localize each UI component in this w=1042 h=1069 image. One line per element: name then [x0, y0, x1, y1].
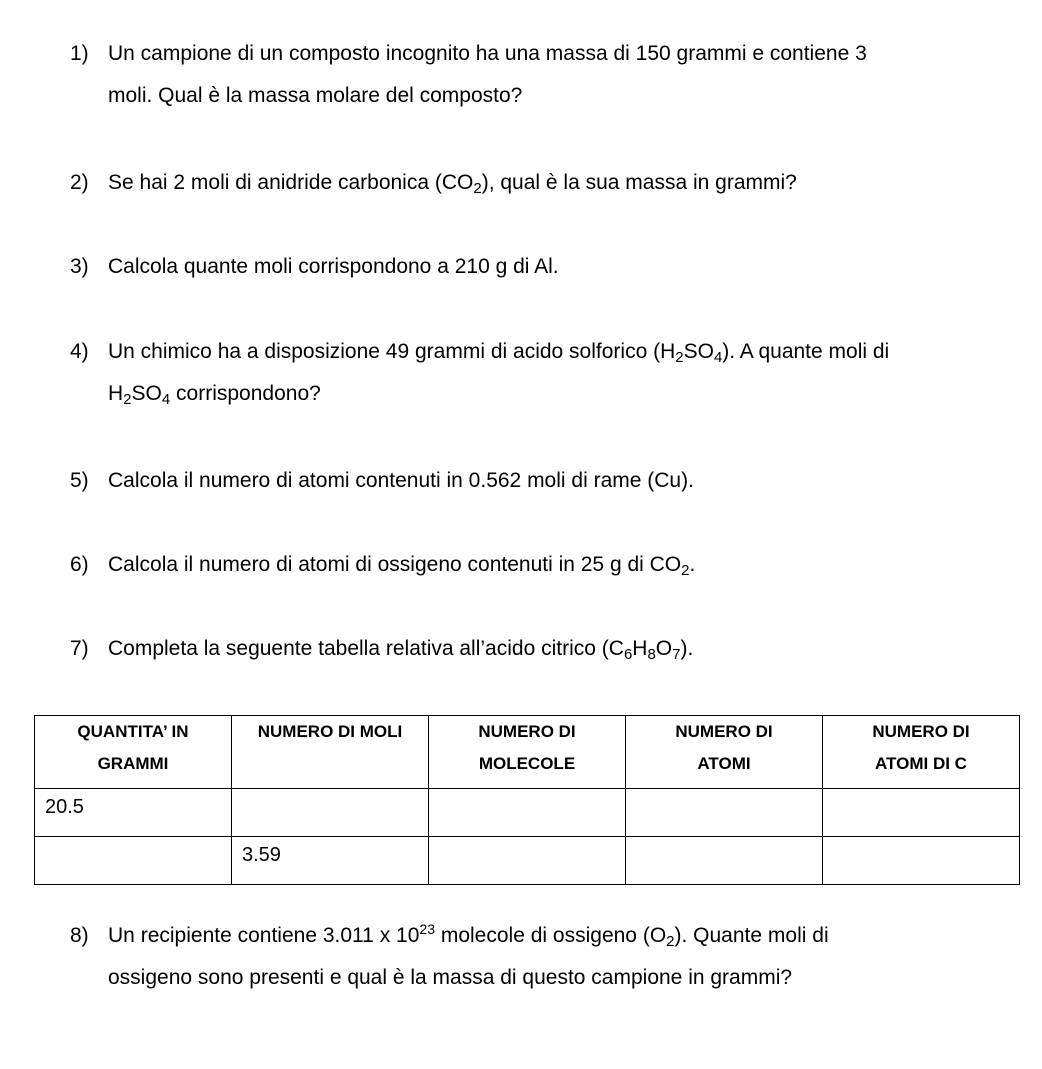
- header-line: ATOMI: [697, 754, 751, 773]
- question-3-number: 3): [70, 255, 89, 278]
- question-4-text-c: ). A quante moli di: [722, 340, 890, 363]
- question-8-number: 8): [70, 924, 89, 947]
- question-8-word: x: [379, 924, 391, 947]
- question-8-word: Un: [108, 924, 135, 947]
- table-cell[interactable]: [429, 789, 626, 837]
- header-line: ATOMI DI C: [875, 754, 967, 773]
- question-8-power: [396, 921, 435, 947]
- question-8-word: contiene: [237, 924, 318, 947]
- question-8-word: molecole: [440, 924, 525, 947]
- question-7-subscript-c: 7: [672, 646, 681, 663]
- header-line: QUANTITA’ IN: [77, 722, 189, 741]
- table-cell[interactable]: [626, 837, 823, 885]
- question-4-text-a: Un chimico ha a disposizione 49 grammi di acido solforico (H: [108, 340, 676, 363]
- question-2-text-b: ), qual è la sua massa in grammi?: [481, 171, 797, 194]
- question-8-word: moli: [767, 924, 807, 947]
- question-2-number: 2): [70, 171, 89, 194]
- question-6-subscript: 2: [681, 562, 690, 579]
- header-line: NUMERO DI: [872, 722, 970, 741]
- question-4-line-2-a: H: [108, 382, 124, 405]
- question-4-line-2-b: SO: [131, 382, 162, 405]
- question-1-line-1: Un campione di un composto incognito ha una massa di 150 grammi e contiene 3: [108, 42, 867, 65]
- citric-acid-table: [34, 715, 1020, 885]
- header-line: NUMERO DI: [675, 722, 773, 741]
- question-2-subscript: 2: [473, 180, 482, 197]
- question-5-number: 5): [70, 469, 89, 492]
- question-7: [70, 637, 1020, 663]
- question-4-text-b: SO: [683, 340, 714, 363]
- question-5: [70, 470, 1020, 491]
- question-6-text: [108, 553, 1042, 579]
- table-header-cell: [626, 716, 823, 789]
- question-6-number: 6): [70, 553, 89, 576]
- question-7-number: 7): [70, 637, 89, 660]
- table-cell[interactable]: [823, 789, 1020, 837]
- question-8-word: 3.011: [322, 924, 374, 947]
- table-row: [35, 837, 1020, 885]
- question-4-subscript-a: 2: [675, 349, 684, 366]
- formula-b: ).: [674, 924, 688, 947]
- table-cell[interactable]: [823, 837, 1020, 885]
- question-1-line-2: moli. Qual è la massa molare del composto?: [108, 84, 523, 107]
- table-header-cell: [429, 716, 626, 789]
- question-4-line-1: [108, 340, 1042, 366]
- question-5-text: Calcola il numero di atomi contenuti in 0.562 moli di rame (Cu).: [108, 469, 694, 492]
- question-8-line-1: [108, 921, 1020, 950]
- question-8-word: di: [530, 924, 548, 947]
- question-2-text-a: Se hai 2 moli di anidride carbonica (CO: [108, 171, 474, 194]
- table-cell[interactable]: 20.5: [35, 789, 232, 837]
- table-cell[interactable]: [429, 837, 626, 885]
- question-7-subscript-a: 6: [623, 646, 633, 663]
- question-8-line-2: ossigeno sono presenti e qual è la massa di questo campione in grammi?: [108, 966, 793, 989]
- question-6: [70, 553, 1020, 579]
- question-7-subscript-b: 8: [647, 646, 656, 663]
- question-2-text: [108, 171, 1042, 197]
- question-8-formula: [642, 924, 688, 950]
- header-line: GRAMMI: [97, 754, 169, 773]
- question-8-word: ossigeno: [552, 924, 637, 947]
- question-4-line-2-subscript-b: 4: [161, 391, 171, 408]
- table-row: [35, 789, 1020, 837]
- table-cell[interactable]: [35, 837, 232, 885]
- question-4-subscript-b: 4: [713, 349, 723, 366]
- table-header-cell: [35, 716, 232, 789]
- table-cell[interactable]: 3.59: [232, 837, 429, 885]
- question-7-text-c: O: [655, 637, 673, 660]
- table-header-cell: [823, 716, 1020, 789]
- table-cell[interactable]: [232, 789, 429, 837]
- question-6-text-b: .: [689, 553, 696, 576]
- formula-a: (O: [642, 924, 667, 947]
- table-header-row: [35, 716, 1020, 789]
- question-3-text: Calcola quante moli corrispondono a 210 g di Al.: [108, 255, 559, 278]
- question-2: [70, 171, 1020, 197]
- power-base: 10: [396, 924, 420, 947]
- question-1: [70, 43, 1020, 106]
- header-line: NUMERO DI MOLI: [257, 722, 403, 741]
- question-7-text-a: Completa la seguente tabella relativa all’acido citrico (C: [108, 637, 624, 660]
- table-cell[interactable]: [626, 789, 823, 837]
- question-8-word: recipiente: [140, 924, 232, 947]
- formula-subscript: 2: [666, 933, 675, 950]
- question-1-number: 1): [70, 42, 89, 65]
- question-4-line-2-subscript-a: 2: [123, 391, 132, 408]
- header-line: MOLECOLE: [478, 754, 576, 773]
- header-line: NUMERO DI: [478, 722, 576, 741]
- question-4-line-2-c: corrispondono?: [170, 382, 321, 405]
- question-3: [70, 256, 1020, 277]
- power-exponent: 23: [419, 921, 435, 937]
- question-4-number: 4): [70, 340, 89, 363]
- question-4-line-2: [108, 382, 1042, 408]
- table-header-cell: [232, 716, 429, 789]
- question-7-text: [108, 637, 1042, 663]
- question-8-word: di: [812, 924, 829, 947]
- question-7-text-d: ).: [680, 637, 694, 660]
- question-8: [70, 921, 1020, 989]
- question-4: [70, 340, 1020, 408]
- question-6-text-a: Calcola il numero di atomi di ossigeno contenuti in 25 g di CO: [108, 553, 682, 576]
- question-8-word: Quante: [693, 924, 763, 947]
- question-7-text-b: H: [632, 637, 648, 660]
